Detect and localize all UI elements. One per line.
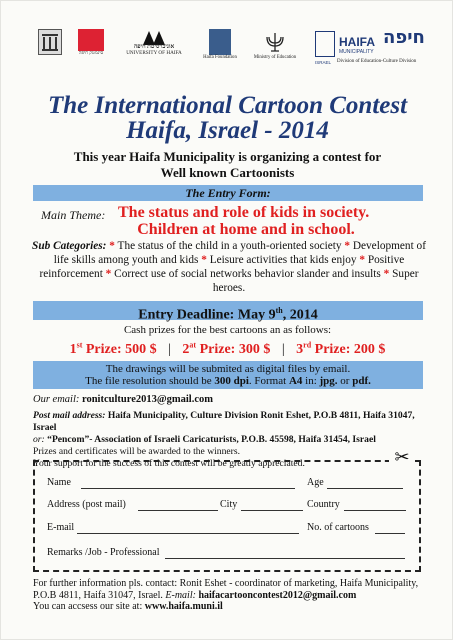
intro-line-1: This year Haifa Municipality is organizing a contest for [73,149,382,164]
footer-line-3 [33,601,433,613]
remarks-label: Remarks /Job - Professional [47,547,160,558]
bullet-icon: * [344,240,351,252]
bullet-icon: * [201,254,207,266]
logo-ministry-education [253,29,297,61]
footer-address: P.O.B 4811, Haifa 31047, Israel. [33,589,163,601]
deadline-prefix: Entry Deadline: May 9 [138,307,276,323]
deadline-sup: th [275,306,283,315]
post-or: or: [33,434,45,445]
prize-ordinal: 3 [296,341,304,357]
prize-ordinal: 1 [69,341,77,357]
sub-category-item: Correct use of social networks behavior slander and insults [114,268,381,280]
digital-text: The file resolution should be [85,375,215,387]
email-label: Our email: [33,394,80,405]
footer-line-2 [33,590,433,602]
entry-form-bar [33,185,423,201]
footer-email-link[interactable]: haifacartooncontest2012@gmail.com [198,589,357,601]
intro-line-2: Well known Cartoonists [160,165,295,180]
page-subtitle: Haifa, Israel - 2014 [126,117,329,144]
footer-contact [33,578,433,613]
deadline-bar [33,301,423,323]
haifa-wordmark: HAIFA [339,35,375,49]
bullet-icon: * [359,254,366,266]
cinematheque-caption: סינמטק חיפה [78,51,104,56]
digital-jpg: jpg. [319,375,338,387]
sponsor-logos [35,29,435,79]
post-address-1: Haifa Municipality, Culture Division Ronit Eshet, P.O.B 4811, Haifa 31047, Israel [33,410,415,433]
main-theme-line-1: The status and role of kids in society. [118,204,370,221]
sub-category-item: Super heroes. [212,268,419,294]
prize-2 [182,342,270,357]
city-label: City [220,499,238,510]
name-label: Name [47,477,71,488]
post-line-4: Your support for the success of this contest will be greatly appreciated. [33,458,305,469]
sub-category-item: Positive reinforcement [39,254,405,280]
country-label: Country [307,499,340,510]
post-line-2 [33,434,433,446]
city-field[interactable] [241,510,303,511]
email-field[interactable] [77,533,299,534]
cartoons-label: No. of cartoons [307,522,369,533]
post-label: Post mail address: [33,410,106,421]
ministry-caption: Ministry of Education [253,55,297,60]
sub-category-item: Development of life skills among youth and kids [53,240,426,266]
digital-line-1: The drawings will be submited as digital files by email. [105,363,351,375]
prize-ordinal: 2 [182,341,190,357]
entry-form-heading: The Entry Form: [185,186,271,200]
scissors-icon: ✂ [389,447,415,469]
prize-label: Prize: 500 $ [85,341,157,357]
bullet-icon: * [109,240,115,252]
digital-format: A4 [288,375,303,387]
bullet-icon: * [105,268,112,280]
country-field[interactable] [344,510,406,511]
prize-label: Prize: 300 $ [199,341,271,357]
university-caption: UNIVERSITY OF HAIFA [126,49,182,56]
prize-sup: rd [303,340,312,349]
post-line-1 [33,410,433,434]
digital-text: in: [302,375,320,387]
sub-categories [29,239,429,295]
footer-line-1: For further information pls. contact: Ronit Eshet - coordinator of marketing, Haifa Municipality, [33,578,419,589]
digital-text: or [337,375,353,387]
digital-pdf: pdf. [352,375,371,387]
main-theme-line-2: Children at home and in school. [137,221,355,238]
email-field-label: E-mail [47,522,75,533]
address-label: Address (post mail) [47,499,126,510]
cartoons-field[interactable] [375,533,405,534]
unesco-icon [38,29,62,55]
post-line-3: Prizes and certificates will be awarded to the winners. [33,446,240,457]
israel-label: ISRAEL [315,60,332,65]
footer-site-label: You can accsess our site at: [33,601,143,612]
logo-university-haifa [119,29,189,56]
cash-prizes-text: Cash prizes for the best cartoons an as follows: [123,324,332,336]
digital-files-bar [33,361,423,389]
haifa-crest-icon [315,31,335,57]
prize-label: Prize: 200 $ [314,341,386,357]
bullet-icon: * [383,268,390,280]
footer-email-label: E-mail: [165,589,196,601]
page-title: The International Cartoon Contest [47,92,408,119]
prize-separator: | [168,341,171,357]
menorah-icon [265,29,285,55]
prizes-row [1,340,453,358]
digital-text: . Format [248,375,289,387]
municipality-division-caption: Division of Education-Culture Division [337,59,417,64]
sub-category-item: The status of the child in a youth-oriented society [117,240,342,252]
main-theme-label: Main Theme: [41,208,106,222]
email-link[interactable]: ronitculture2013@gmail.com [82,394,213,405]
haifa-hebrew-wordmark: חיפה [383,27,425,48]
university-hebrew: אוניברסיטת חיפה [133,44,175,50]
name-field[interactable] [81,488,295,489]
sub-category-item: Leisure activities that kids enjoy [209,254,357,266]
age-label: Age [307,477,324,488]
address-field[interactable] [138,510,218,511]
logo-cinematheque [73,29,109,57]
contact-email [33,394,213,405]
prize-separator: | [281,341,285,357]
sub-categories-label: Sub Categories: [32,240,107,252]
haifa-foundation-icon [209,29,231,55]
post-address-2: “Pencom”- Association of Israeli Caricaturists, P.O.B. 45598, Haifa 31454, Israel [47,434,376,445]
digital-line-2 [33,375,423,387]
footer-site-link[interactable]: www.haifa.muni.il [144,601,223,612]
haifa-foundation-caption: Haifa Foundation [203,55,237,60]
deadline-suffix: , 2014 [282,307,318,323]
digital-dpi: 300 dpi [214,375,249,387]
municipality-label: MUNICIPALITY [339,49,374,55]
prize-1 [70,342,157,357]
age-field[interactable] [327,488,403,489]
logo-haifa-foundation [197,29,243,61]
prize-3 [296,342,385,357]
remarks-field[interactable] [165,558,405,559]
cinematheque-icon [78,29,104,51]
prize-sup: at [189,340,197,349]
logo-unesco [35,29,65,55]
university-icon [141,29,167,45]
prize-sup: st [76,340,83,349]
